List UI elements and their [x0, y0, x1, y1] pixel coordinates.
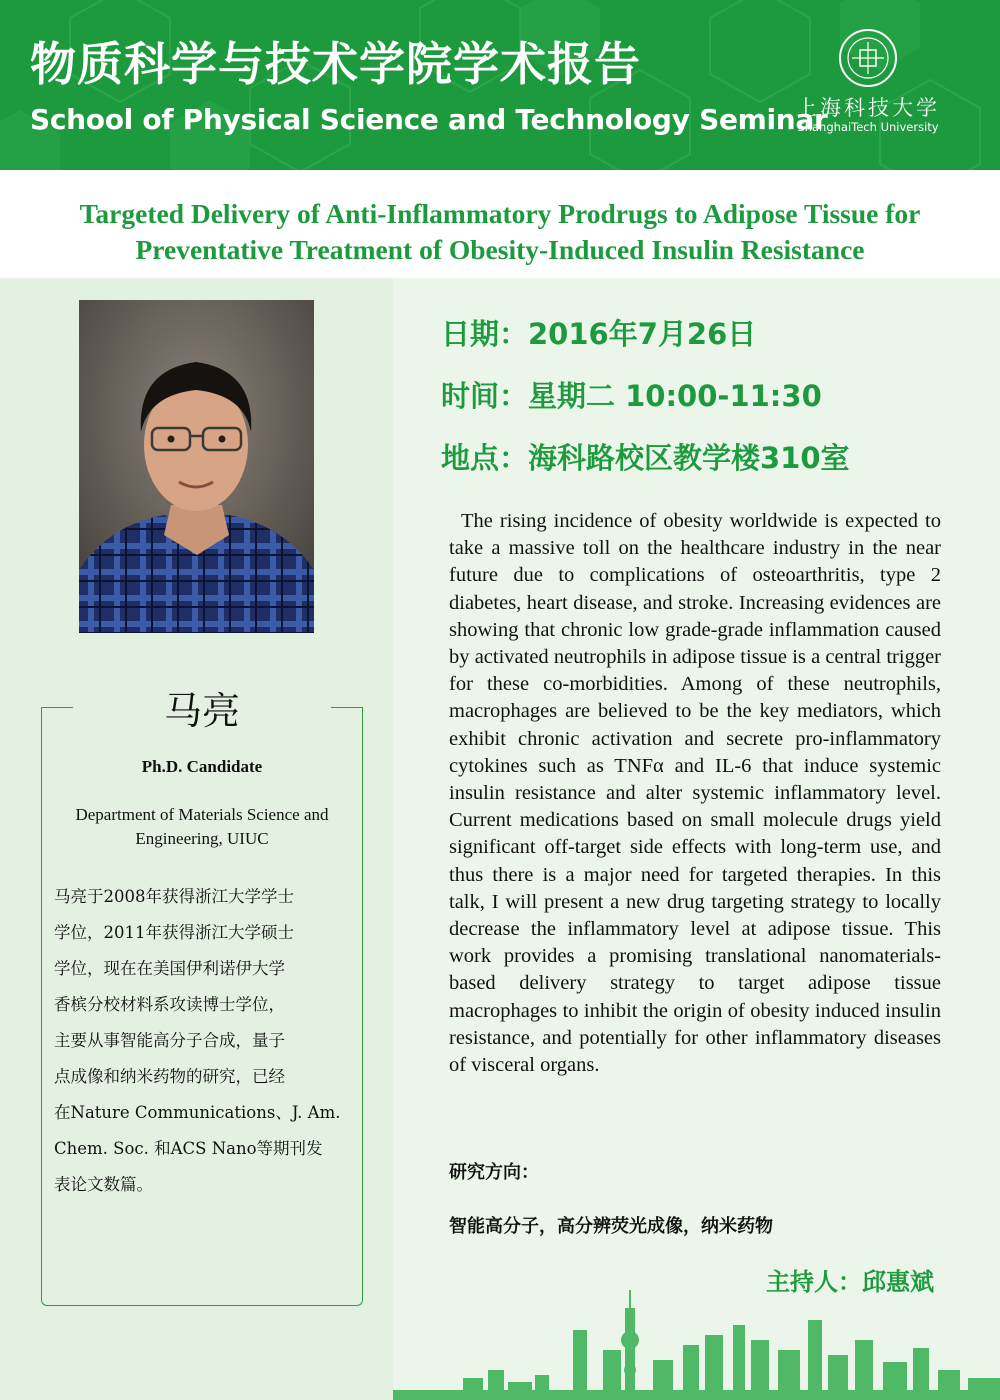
- talk-date: 日期：2016年7月26日: [441, 317, 757, 351]
- shanghai-skyline-graphic: [393, 1290, 1000, 1400]
- bio-line: Chem. Soc. 和ACS Nano等期刊发: [54, 1139, 323, 1158]
- bio-line: 学位，现在在美国伊利诺伊大学: [54, 959, 285, 978]
- bio-line: 表论文数篇。: [54, 1175, 153, 1194]
- speaker-photo: [79, 300, 314, 633]
- speaker-portrait-image: [79, 300, 314, 633]
- bio-line: 主要从事智能高分子合成，量子: [54, 1031, 285, 1050]
- bio-line: 香槟分校材料系攻读博士学位，: [54, 995, 285, 1014]
- talk-title-band: [0, 170, 1000, 278]
- abstract-text: The rising incidence of obesity worldwide is expected to take a massive toll on the healthcare industry in the near future due to complications of osteoarthritis, type 2 diabetes, heart disease, and stroke. Increasing evidences are showing that chronic low grade-grade inflammation caused by activated neutrophils in adipose tissue is a central trigger for these co-morbidities. Among of these neutrophils, macrophages are believed to be the key mediators, which exhibit chronic activation and secrete pro-inflammatory cytokines such as TNFα and IL-6 that induce systemic insulin resistance and alter systemic inflammatory level. Current medications based on small molecule drugs yield significant off-target side effects with long-term use, and thus there is a major need for targeted therapies. In this talk, I will present a new drug targeting strategy to locally decrease the inflammatory level at adipose tissue. This work provides a promising translational nanomaterials-based delivery strategy to target adipose tissue macrophages to inhibit the origin of obesity induced insulin resistance, and potentially for other inflammatory diseases of visceral organs.: [449, 510, 941, 1077]
- speaker-department: Department of Materials Science and Engineering, UIUC: [75, 805, 329, 848]
- header-banner: [0, 0, 1000, 170]
- seminar-title-chinese: 物质科学与技术学院学术报告: [30, 37, 641, 91]
- talk-abstract: [449, 508, 941, 1079]
- talk-title-line1: Targeted Delivery of Anti-Inflammatory Prodrugs to Adipose Tissue for: [79, 198, 921, 229]
- seminar-title-english: School of Physical Science and Technology Seminar: [30, 103, 828, 136]
- university-name-chinese: 上海科技大学: [796, 96, 940, 120]
- university-name-english: ShanghaiTech University: [797, 120, 939, 134]
- bio-line: 在Nature Communications、J. Am.: [54, 1103, 341, 1122]
- speaker-position: Ph.D. Candidate: [141, 757, 263, 776]
- speaker-bio: [54, 879, 354, 1203]
- research-direction-label: 研究方向：: [449, 1162, 539, 1183]
- talk-time: 时间：星期二 10:00-11:30: [441, 379, 822, 413]
- speaker-name: 马亮: [163, 689, 240, 733]
- host-name: 主持人：邱惠斌: [766, 1268, 934, 1296]
- university-logo: [790, 28, 950, 138]
- research-direction-value: 智能高分子，高分辨荧光成像，纳米药物: [449, 1216, 773, 1237]
- bio-line: 点成像和纳米药物的研究，已经: [54, 1067, 285, 1086]
- university-seal-icon: [838, 28, 898, 88]
- bio-line: 学位，2011年获得浙江大学硕士: [54, 923, 294, 942]
- talk-location: 地点：海科路校区教学楼310室: [441, 441, 850, 475]
- talk-title: [10, 196, 990, 268]
- talk-title-line2: Preventative Treatment of Obesity-Induced Insulin Resistance: [135, 234, 865, 265]
- bio-line: 马亮于2008年获得浙江大学学士: [54, 887, 294, 906]
